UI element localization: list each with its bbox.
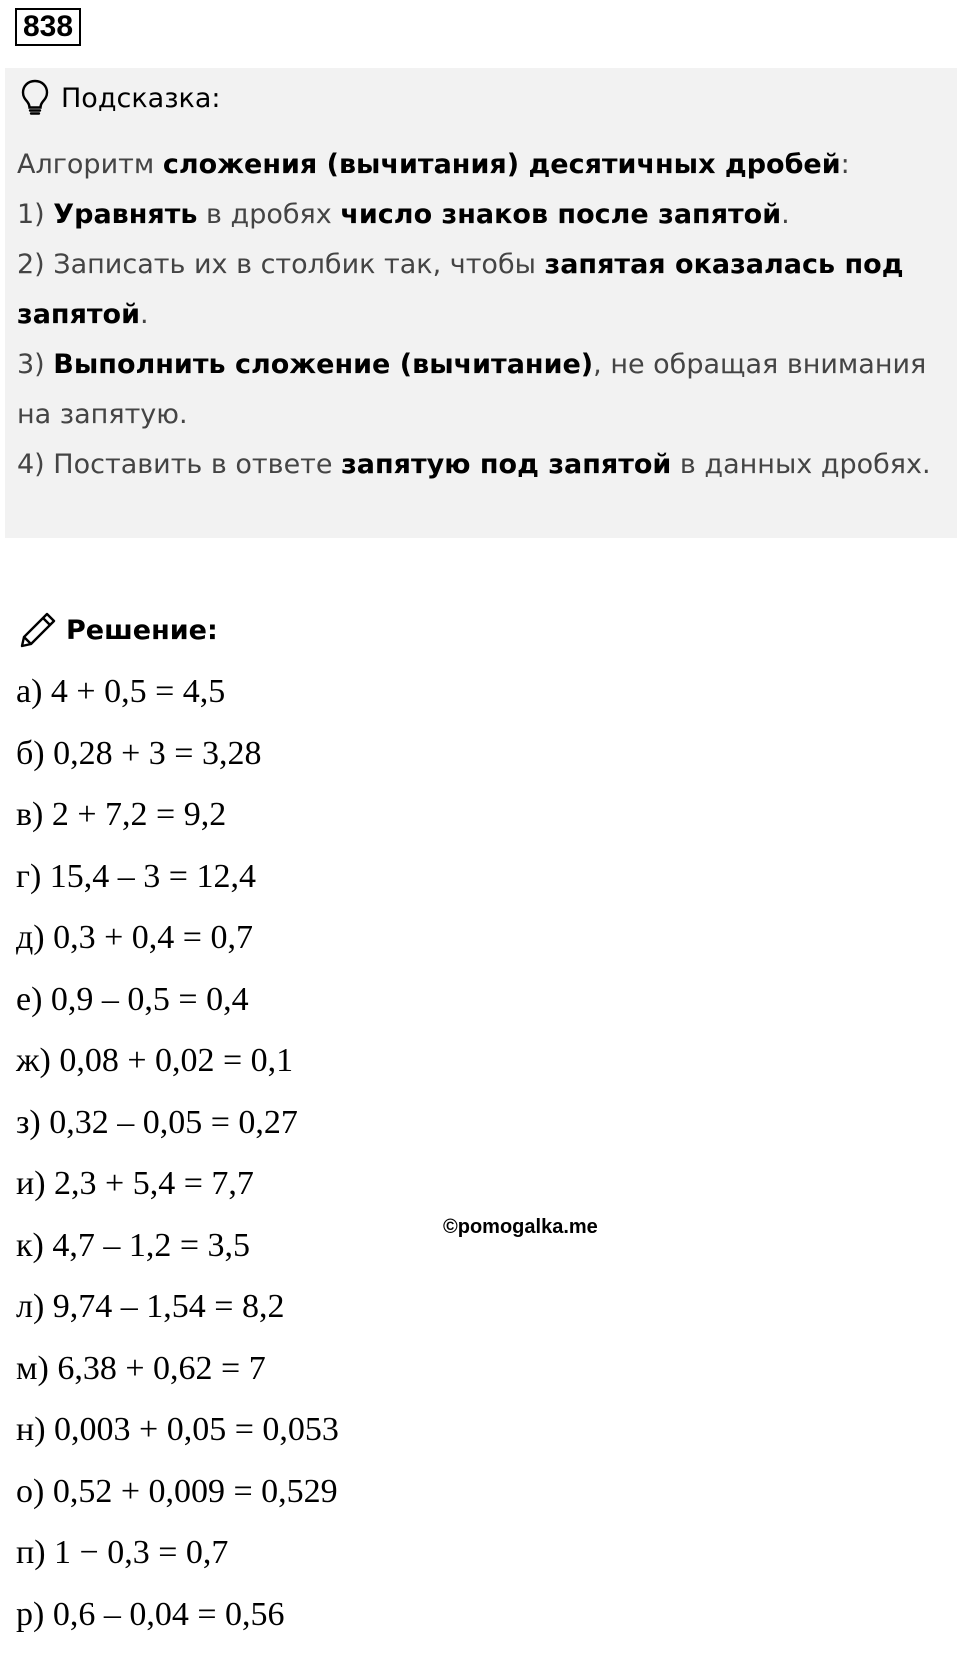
solution-item: и) 2,3 + 5,4 = 7,7 (16, 1164, 339, 1226)
hint-bold-text: запятой (17, 299, 140, 330)
hint-bold-text: Выполнить сложение (вычитание) (53, 349, 593, 380)
hint-text (17, 140, 947, 490)
solution-item: п) 1 − 0,3 = 0,7 (16, 1533, 339, 1595)
hint-line (17, 190, 947, 240)
hint-text-segment: Алгоритм (17, 149, 163, 180)
hint-text-segment: 3) (17, 349, 53, 380)
solution-item: р) 0,6 – 0,04 = 0,56 (16, 1595, 339, 1656)
solution-item: к) 4,7 – 1,2 = 3,5 (16, 1226, 339, 1288)
solution-item: в) 2 + 7,2 = 9,2 (16, 795, 339, 857)
solution-item: м) 6,38 + 0,62 = 7 (16, 1349, 339, 1411)
hint-text-segment: 2) Записать их в столбик так, чтобы (17, 249, 545, 280)
solution-item: л) 9,74 – 1,54 = 8,2 (16, 1287, 339, 1349)
hint-bold-text: Уравнять (53, 199, 197, 230)
hint-line (17, 290, 947, 340)
hint-line (17, 140, 947, 190)
hint-line (17, 240, 947, 290)
solution-title: Решение: (66, 615, 218, 646)
hint-bold-text: сложения (вычитания) десятичных дробей (163, 149, 841, 180)
hint-box (5, 68, 957, 538)
hint-text-segment: , не обращая внимания (593, 349, 926, 380)
solution-item: н) 0,003 + 0,05 = 0,053 (16, 1410, 339, 1472)
hint-text-segment: 4) Поставить в ответе (17, 449, 341, 480)
hint-bold-text: число знаков после запятой (340, 199, 781, 230)
solution-item: о) 0,52 + 0,009 = 0,529 (16, 1472, 339, 1534)
hint-line (17, 390, 947, 440)
task-number: 838 (15, 8, 81, 46)
hint-text-segment: . (140, 299, 149, 330)
hint-line (17, 440, 947, 490)
solution-item: е) 0,9 – 0,5 = 0,4 (16, 980, 339, 1042)
pencil-icon (18, 610, 58, 650)
hint-header (21, 78, 221, 118)
hint-text-segment: : (841, 149, 850, 180)
solution-item: ж) 0,08 + 0,02 = 0,1 (16, 1041, 339, 1103)
lightbulb-icon (21, 79, 49, 117)
hint-bold-text: запятую под запятой (341, 449, 671, 480)
hint-text-segment: 1) (17, 199, 53, 230)
watermark: ©pomogalka.me (443, 1216, 598, 1239)
hint-text-segment: на запятую. (17, 399, 188, 430)
solution-list (16, 672, 339, 1656)
hint-title: Подсказка: (61, 83, 221, 114)
solution-item: з) 0,32 – 0,05 = 0,27 (16, 1103, 339, 1165)
solution-item: а) 4 + 0,5 = 4,5 (16, 672, 339, 734)
solution-item: б) 0,28 + 3 = 3,28 (16, 734, 339, 796)
hint-text-segment: в данных дробях. (671, 449, 930, 480)
hint-line (17, 340, 947, 390)
solution-header (18, 610, 218, 650)
solution-item: д) 0,3 + 0,4 = 0,7 (16, 918, 339, 980)
solution-item: г) 15,4 – 3 = 12,4 (16, 857, 339, 919)
hint-bold-text: запятая оказалась под (545, 249, 904, 280)
hint-text-segment: в дробях (197, 199, 340, 230)
hint-text-segment: . (781, 199, 790, 230)
